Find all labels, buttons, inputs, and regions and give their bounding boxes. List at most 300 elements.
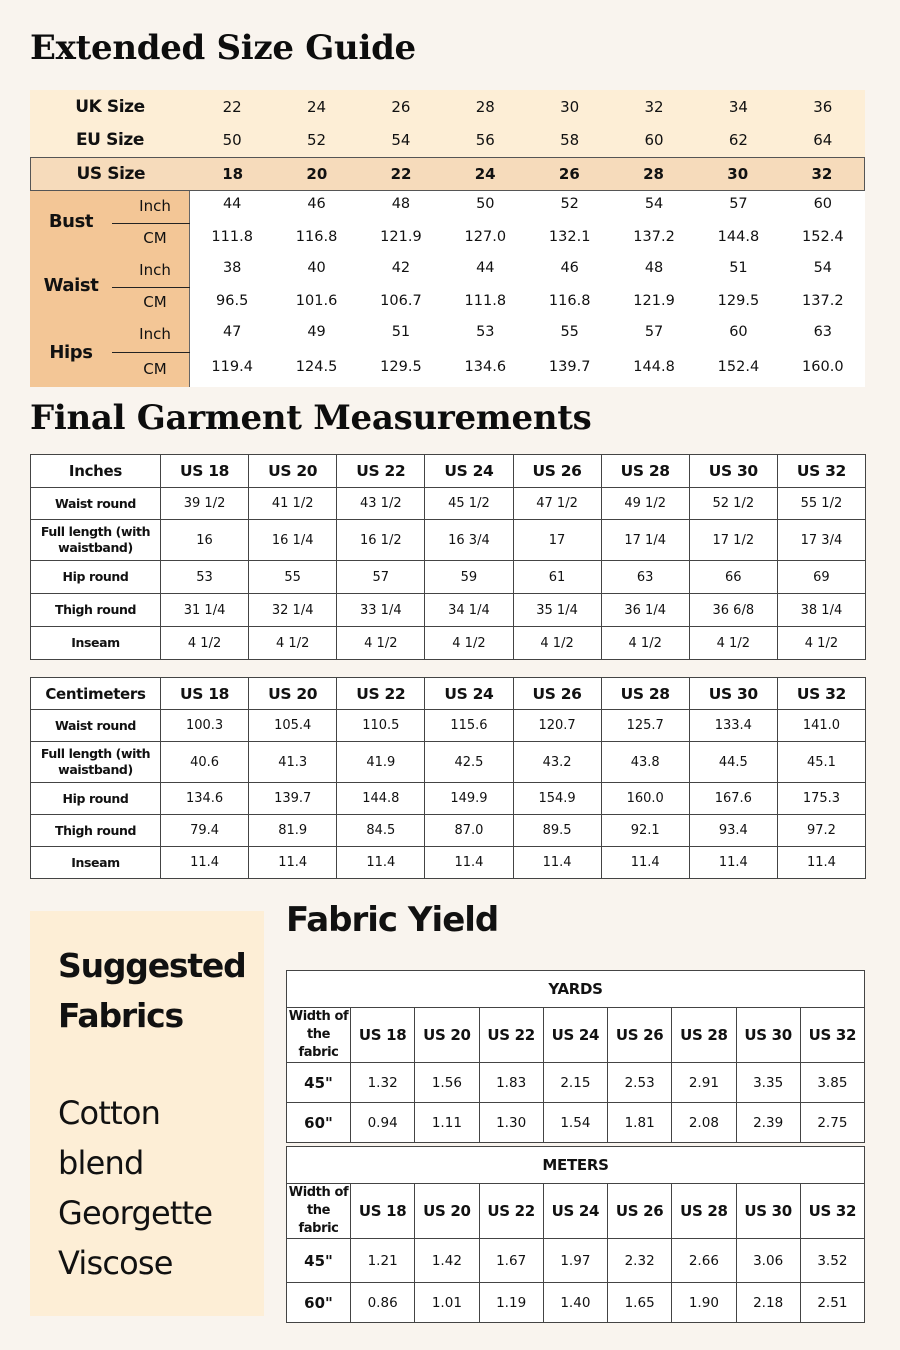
value-cell: 87.0 (425, 815, 513, 847)
us-size-cell: 32 (811, 165, 833, 183)
fabric-item: blend (58, 1144, 144, 1182)
table-row (31, 710, 866, 742)
us-size-cell: 20 (306, 165, 328, 183)
table-row (31, 561, 866, 594)
value-cell: 11.4 (689, 847, 777, 879)
value-cell: 51 (391, 324, 411, 340)
value-cell: 48 (644, 260, 664, 276)
size-header: US 30 (736, 1008, 800, 1063)
row-label (31, 520, 161, 561)
uk-size-cell: 28 (475, 97, 495, 116)
value-cell: 11.4 (777, 847, 865, 879)
size-header: US 22 (337, 678, 425, 710)
value-cell: 1.40 (543, 1283, 607, 1323)
fabric-item: Georgette (58, 1194, 213, 1232)
value-cell: 1.90 (672, 1283, 736, 1323)
width-corner-label (287, 1008, 351, 1063)
uk-size-row (30, 90, 865, 123)
value-cell: 11.4 (601, 847, 689, 879)
value-cell: 139.7 (548, 359, 591, 375)
value-cell: 93.4 (689, 815, 777, 847)
table-row (31, 815, 866, 847)
value-cell: 11.4 (249, 847, 337, 879)
value-cell: 57 (337, 561, 425, 594)
value-cell: 144.8 (717, 229, 760, 245)
size-header: US 24 (425, 455, 513, 488)
value-cell: 1.32 (351, 1063, 415, 1103)
value-cell: 54 (813, 260, 833, 276)
table-row (287, 1283, 865, 1323)
fabric-yield-yards-table (286, 970, 865, 1143)
uk-size-cell: 22 (222, 97, 242, 116)
value-cell: 149.9 (425, 783, 513, 815)
value-cell: 55 (560, 324, 579, 340)
value-cell: 2.53 (608, 1063, 672, 1103)
inch-unit-label: Inch (139, 261, 171, 279)
value-cell: 2.18 (736, 1283, 800, 1323)
bust-cm-row (190, 229, 865, 245)
row-label-line: Full length (with (40, 524, 151, 539)
table-row (287, 1103, 865, 1143)
table-row (31, 594, 866, 627)
cm-unit-label: CM (143, 293, 167, 311)
size-header: US 24 (543, 1008, 607, 1063)
bust-group (30, 191, 865, 255)
table-row (31, 847, 866, 879)
cm-unit-label: CM (143, 360, 167, 378)
value-cell: 40.6 (161, 742, 249, 783)
row-label-line: waistband) (58, 762, 133, 777)
inches-corner-label: Inches (31, 455, 161, 488)
table-row (31, 488, 866, 520)
centimeters-corner-label: Centimeters (31, 678, 161, 710)
value-cell: 50 (476, 196, 495, 212)
value-cell: 45 1/2 (425, 488, 513, 520)
size-header: US 32 (800, 1008, 864, 1063)
value-cell: 101.6 (295, 293, 338, 309)
size-header: US 28 (601, 455, 689, 488)
row-label: Thigh round (31, 815, 161, 847)
value-cell: 42.5 (425, 742, 513, 783)
unit-divider (112, 287, 190, 288)
value-cell: 36 6/8 (689, 594, 777, 627)
value-cell: 3.35 (736, 1063, 800, 1103)
value-cell: 17 1/4 (601, 520, 689, 561)
table-row (31, 627, 866, 660)
eu-size-cell: 60 (644, 131, 664, 149)
hips-cm-row (190, 359, 865, 375)
value-cell: 132.1 (548, 229, 591, 245)
value-cell: 11.4 (513, 847, 601, 879)
row-label: Waist round (31, 710, 161, 742)
eu-size-row (30, 123, 865, 157)
corner-line: Width of (288, 1009, 349, 1024)
value-cell: 36 1/4 (601, 594, 689, 627)
value-cell: 63 (813, 324, 833, 340)
size-header: US 22 (479, 1008, 543, 1063)
value-cell: 1.11 (415, 1103, 479, 1143)
size-header: US 32 (777, 678, 865, 710)
value-cell: 11.4 (161, 847, 249, 879)
value-cell: 57 (644, 324, 664, 340)
value-cell: 2.15 (543, 1063, 607, 1103)
table-row (31, 783, 866, 815)
value-cell: 1.67 (479, 1239, 543, 1283)
yards-unit-header: YARDS (287, 971, 865, 1008)
value-cell: 1.56 (415, 1063, 479, 1103)
waist-group (30, 255, 865, 319)
value-cell: 34 1/4 (425, 594, 513, 627)
corner-line: the fabric (298, 1203, 339, 1236)
hips-label: Hips (49, 342, 93, 363)
value-cell: 17 1/2 (689, 520, 777, 561)
value-cell: 54 (644, 196, 664, 212)
size-header: US 26 (608, 1184, 672, 1239)
value-cell: 133.4 (689, 710, 777, 742)
value-cell: 31 1/4 (161, 594, 249, 627)
value-cell: 115.6 (425, 710, 513, 742)
value-cell: 66 (689, 561, 777, 594)
unit-divider (112, 352, 190, 353)
row-label: Hip round (31, 561, 161, 594)
value-cell: 41.3 (249, 742, 337, 783)
value-cell: 97.2 (777, 815, 865, 847)
waist-cm-row (190, 293, 865, 309)
size-header: US 28 (672, 1184, 736, 1239)
unit-row (287, 971, 865, 1008)
size-header: US 18 (351, 1008, 415, 1063)
value-cell: 105.4 (249, 710, 337, 742)
size-header: US 32 (777, 455, 865, 488)
value-cell: 127.0 (464, 229, 507, 245)
fabric-width-label: 60" (287, 1283, 351, 1323)
value-cell: 46 (307, 196, 326, 212)
value-cell: 1.42 (415, 1239, 479, 1283)
value-cell: 11.4 (425, 847, 513, 879)
eu-size-cell: 64 (813, 131, 833, 149)
uk-size-cell: 24 (306, 97, 327, 116)
value-cell: 124.5 (295, 359, 338, 375)
value-cell: 134.6 (161, 783, 249, 815)
value-cell: 3.52 (800, 1239, 864, 1283)
uk-size-cell: 30 (560, 97, 580, 116)
size-header: US 22 (337, 455, 425, 488)
suggested-fabrics-title (58, 941, 246, 1041)
fabrics-list (58, 1088, 212, 1288)
value-cell: 4 1/2 (689, 627, 777, 660)
eu-size-cell: 56 (475, 131, 495, 149)
table-row (31, 520, 866, 561)
value-cell: 129.5 (717, 293, 760, 309)
size-header: US 18 (351, 1184, 415, 1239)
size-header: US 30 (689, 455, 777, 488)
corner-line: the fabric (298, 1027, 339, 1060)
cm-unit-label: CM (143, 229, 167, 247)
value-cell: 120.7 (513, 710, 601, 742)
value-cell: 41 1/2 (249, 488, 337, 520)
value-cell: 63 (601, 561, 689, 594)
suggested-fabrics-panel (30, 911, 264, 1316)
value-cell: 47 (222, 324, 242, 340)
value-cell: 59 (425, 561, 513, 594)
value-cell: 167.6 (689, 783, 777, 815)
value-cell: 2.75 (800, 1103, 864, 1143)
value-cell: 4 1/2 (601, 627, 689, 660)
value-cell: 1.30 (479, 1103, 543, 1143)
unit-row (287, 1147, 865, 1184)
value-cell: 152.4 (717, 359, 760, 375)
value-cell: 49 1/2 (601, 488, 689, 520)
value-cell: 79.4 (161, 815, 249, 847)
size-header: US 18 (161, 678, 249, 710)
header-row (287, 1184, 865, 1239)
inch-unit-label: Inch (139, 197, 171, 215)
row-label: Waist round (31, 488, 161, 520)
eu-size-cell: 50 (222, 131, 242, 149)
size-header: US 24 (543, 1184, 607, 1239)
size-header: US 32 (800, 1184, 864, 1239)
value-cell: 1.65 (608, 1283, 672, 1323)
size-header: US 20 (415, 1008, 479, 1063)
value-cell: 1.54 (543, 1103, 607, 1143)
size-guide-title: Extended Size Guide (30, 28, 416, 68)
value-cell: 69 (777, 561, 865, 594)
value-cell: 61 (513, 561, 601, 594)
value-cell: 3.85 (800, 1063, 864, 1103)
row-label-line: waistband) (58, 540, 133, 555)
us-size-cell: 18 (222, 165, 244, 183)
value-cell: 51 (729, 260, 748, 276)
value-cell: 134.6 (464, 359, 507, 375)
value-cell: 121.9 (380, 229, 422, 245)
value-cell: 4 1/2 (513, 627, 601, 660)
value-cell: 4 1/2 (249, 627, 337, 660)
width-corner-label (287, 1184, 351, 1239)
value-cell: 44.5 (689, 742, 777, 783)
value-cell: 0.94 (351, 1103, 415, 1143)
value-cell: 49 (307, 324, 326, 340)
value-cell: 121.9 (633, 293, 675, 309)
value-cell: 52 (560, 196, 579, 212)
value-cell: 100.3 (161, 710, 249, 742)
value-cell: 43.8 (601, 742, 689, 783)
value-cell: 16 1/2 (337, 520, 425, 561)
value-cell: 2.51 (800, 1283, 864, 1323)
value-cell: 55 (249, 561, 337, 594)
value-cell: 16 3/4 (425, 520, 513, 561)
size-header: US 28 (672, 1008, 736, 1063)
eu-size-cell: 62 (728, 131, 748, 149)
value-cell: 111.8 (464, 293, 507, 309)
value-cell: 40 (307, 260, 326, 276)
uk-size-label: UK Size (75, 96, 145, 117)
value-cell: 111.8 (211, 229, 253, 245)
value-cell: 0.86 (351, 1283, 415, 1323)
value-cell: 4 1/2 (161, 627, 249, 660)
eu-size-cell: 58 (560, 131, 580, 149)
fabric-width-label: 60" (287, 1103, 351, 1143)
fabric-width-label: 45" (287, 1239, 351, 1283)
us-size-cell: 26 (558, 165, 580, 183)
inch-unit-label: Inch (139, 325, 171, 343)
size-header: US 20 (415, 1184, 479, 1239)
hips-inch-row (190, 324, 865, 340)
unit-divider (112, 223, 190, 224)
value-cell: 110.5 (337, 710, 425, 742)
hips-group (30, 319, 865, 387)
bust-inch-row (190, 196, 865, 212)
value-cell: 89.5 (513, 815, 601, 847)
fabric-yield-meters-table (286, 1146, 865, 1323)
size-guide-table (30, 90, 865, 387)
value-cell: 141.0 (777, 710, 865, 742)
uk-size-cell: 34 (728, 97, 748, 116)
value-cell: 39 1/2 (161, 488, 249, 520)
fabric-yield-title: Fabric Yield (286, 900, 499, 940)
value-cell: 53 (476, 324, 495, 340)
value-cell: 1.83 (479, 1063, 543, 1103)
value-cell: 1.21 (351, 1239, 415, 1283)
value-cell: 44 (222, 196, 242, 212)
value-cell: 38 (222, 260, 242, 276)
value-cell: 92.1 (601, 815, 689, 847)
uk-size-cell: 26 (391, 97, 411, 116)
value-cell: 2.39 (736, 1103, 800, 1143)
value-cell: 42 (391, 260, 411, 276)
value-cell: 43.2 (513, 742, 601, 783)
header-row (31, 455, 866, 488)
table-row (31, 742, 866, 783)
size-header: US 24 (425, 678, 513, 710)
value-cell: 2.66 (672, 1239, 736, 1283)
value-cell: 55 1/2 (777, 488, 865, 520)
value-cell: 160.0 (601, 783, 689, 815)
header-row (287, 1008, 865, 1063)
value-cell: 116.8 (295, 229, 338, 245)
uk-size-cell: 32 (644, 97, 664, 116)
value-cell: 1.19 (479, 1283, 543, 1323)
eu-size-label: EU Size (75, 130, 144, 150)
size-header: US 30 (689, 678, 777, 710)
size-header: US 26 (513, 678, 601, 710)
value-cell: 60 (813, 196, 833, 212)
header-row (31, 678, 866, 710)
value-cell: 52 1/2 (689, 488, 777, 520)
row-label: Hip round (31, 783, 161, 815)
value-cell: 45.1 (777, 742, 865, 783)
uk-size-cell: 36 (813, 97, 833, 116)
title-line: Suggested (58, 946, 246, 985)
row-label: Inseam (31, 627, 161, 660)
value-cell: 47 1/2 (513, 488, 601, 520)
us-size-cell: 22 (390, 165, 412, 183)
value-cell: 160.0 (802, 359, 844, 375)
table-row (287, 1063, 865, 1103)
value-cell: 2.32 (608, 1239, 672, 1283)
value-cell: 4 1/2 (337, 627, 425, 660)
us-size-label: US Size (76, 164, 146, 184)
value-cell: 144.8 (337, 783, 425, 815)
waist-label: Waist (43, 275, 99, 296)
value-cell: 3.06 (736, 1239, 800, 1283)
value-cell: 38 1/4 (777, 594, 865, 627)
value-cell: 106.7 (380, 293, 422, 309)
eu-size-cell: 54 (391, 131, 411, 149)
value-cell: 32 1/4 (249, 594, 337, 627)
size-header: US 18 (161, 455, 249, 488)
value-cell: 41.9 (337, 742, 425, 783)
value-cell: 119.4 (211, 359, 253, 375)
us-size-cell: 30 (727, 165, 749, 183)
row-label: Inseam (31, 847, 161, 879)
size-header: US 20 (249, 455, 337, 488)
meters-unit-header: METERS (287, 1147, 865, 1184)
value-cell: 84.5 (337, 815, 425, 847)
us-size-row (30, 157, 865, 191)
value-cell: 139.7 (249, 783, 337, 815)
value-cell: 81.9 (249, 815, 337, 847)
table-row (287, 1239, 865, 1283)
value-cell: 4 1/2 (425, 627, 513, 660)
size-header: US 26 (608, 1008, 672, 1063)
value-cell: 154.9 (513, 783, 601, 815)
size-header: US 26 (513, 455, 601, 488)
us-size-cell: 28 (643, 165, 664, 183)
value-cell: 144.8 (633, 359, 675, 375)
value-cell: 175.3 (777, 783, 865, 815)
fabric-item: Viscose (58, 1244, 173, 1282)
value-cell: 48 (391, 196, 411, 212)
garment-measurements-title: Final Garment Measurements (30, 398, 592, 438)
value-cell: 96.5 (216, 293, 249, 309)
value-cell: 125.7 (601, 710, 689, 742)
value-cell: 137.2 (633, 229, 675, 245)
value-cell: 152.4 (802, 229, 844, 245)
value-cell: 4 1/2 (777, 627, 865, 660)
garment-inches-table (30, 454, 866, 660)
corner-line: Width of (288, 1185, 349, 1200)
value-cell: 60 (729, 324, 748, 340)
fabric-width-label: 45" (287, 1063, 351, 1103)
fabric-item: Cotton (58, 1094, 161, 1132)
value-cell: 53 (161, 561, 249, 594)
row-label-line: Full length (with (40, 746, 151, 761)
value-cell: 1.81 (608, 1103, 672, 1143)
value-cell: 2.91 (672, 1063, 736, 1103)
value-cell: 137.2 (802, 293, 844, 309)
size-header: US 20 (249, 678, 337, 710)
waist-inch-row (190, 260, 865, 276)
size-header: US 28 (601, 678, 689, 710)
value-cell: 1.97 (543, 1239, 607, 1283)
value-cell: 11.4 (337, 847, 425, 879)
value-cell: 17 (513, 520, 601, 561)
value-cell: 57 (729, 196, 748, 212)
value-cell: 1.01 (415, 1283, 479, 1323)
eu-size-cell: 52 (306, 131, 327, 149)
size-header: US 22 (479, 1184, 543, 1239)
value-cell: 17 3/4 (777, 520, 865, 561)
value-cell: 16 (161, 520, 249, 561)
value-cell: 129.5 (380, 359, 422, 375)
value-cell: 33 1/4 (337, 594, 425, 627)
bust-label: Bust (48, 211, 94, 232)
us-size-cell: 24 (474, 165, 496, 183)
value-cell: 44 (476, 260, 495, 276)
value-cell: 43 1/2 (337, 488, 425, 520)
title-line: Fabrics (58, 996, 183, 1035)
garment-centimeters-table (30, 677, 866, 879)
